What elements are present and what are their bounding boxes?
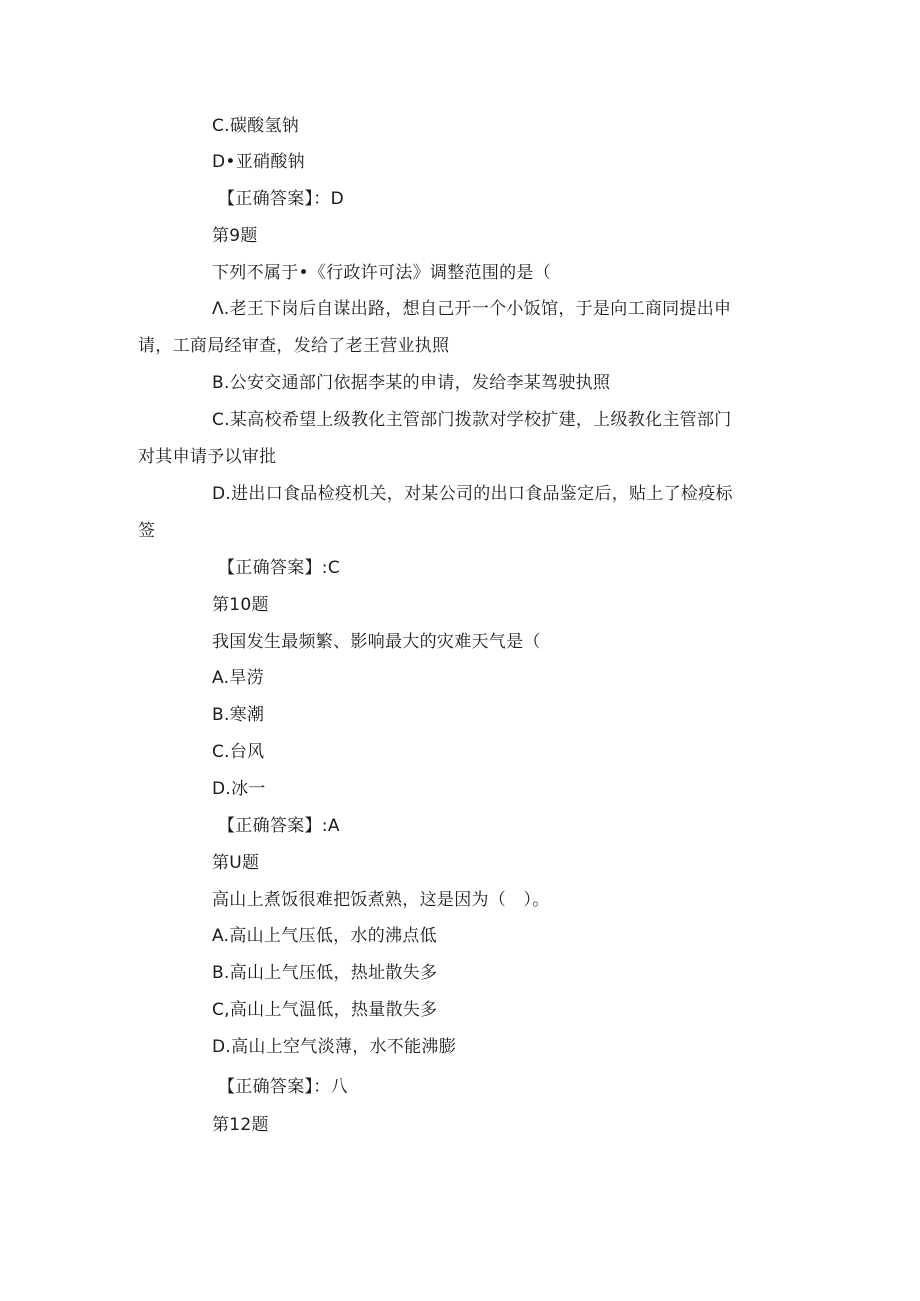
- question-9-heading: 第9题: [212, 226, 258, 246]
- question-9-text: 下列不属于•《行政许可法》调整范围的是（: [212, 263, 552, 283]
- question-12-heading: 第12题: [212, 1115, 269, 1135]
- option-c-line: C.碳酸氢钠: [212, 116, 300, 136]
- answer-line: 【正确答案】：八: [218, 1077, 348, 1097]
- option-c-line: C,高山上气温低，热量散失多: [212, 1000, 438, 1020]
- option-d-line: D.冰一: [212, 779, 266, 799]
- question-10-heading: 第10题: [212, 595, 269, 615]
- answer-line: 【正确答案】：D: [218, 189, 344, 209]
- question-10-text: 我国发生最频繁、影响最大的灾难天气是（: [212, 632, 541, 652]
- option-a-continuation: 请，工商局经审查，发给了老王营业执照: [138, 336, 450, 356]
- answer-line: 【正确答案】:A: [218, 816, 340, 836]
- question-11-heading: 第U题: [212, 853, 260, 873]
- option-d-continuation: 签: [138, 521, 156, 541]
- option-c-line: C.某高校希望上级教化主管部门拨款对学校扩建，上级教化主管部门: [212, 410, 732, 430]
- option-a-line: A.高山上气压低，水的沸点低: [212, 926, 437, 946]
- option-b-line: B.公安交通部门依据李某的申请，发给李某驾驶执照: [212, 373, 611, 393]
- answer-line: 【正确答案】:C: [218, 558, 340, 578]
- option-c-continuation: 对其申请予以审批: [138, 447, 277, 467]
- option-d-line: D.进出口食品检疫机关，对某公司的出口食品鉴定后，贴上了检疫标: [212, 484, 733, 504]
- option-c-line: C.台风: [212, 742, 265, 762]
- option-d-line: D.高山上空气淡薄，水不能沸膨: [212, 1037, 456, 1057]
- question-11-text: 高山上煮饭很难把饭煮熟，这是因为（ ）。: [212, 890, 550, 910]
- option-b-line: B.高山上气压低，热址散失多: [212, 963, 438, 983]
- option-a-line: A.旱涝: [212, 668, 264, 688]
- option-b-line: B.寒潮: [212, 705, 265, 725]
- option-a-line: Λ.老王下岗后自谋出路，想自己开一个小饭馆，于是向工商同提出申: [212, 299, 732, 319]
- option-d-line: D•亚硝酸钠: [212, 152, 305, 172]
